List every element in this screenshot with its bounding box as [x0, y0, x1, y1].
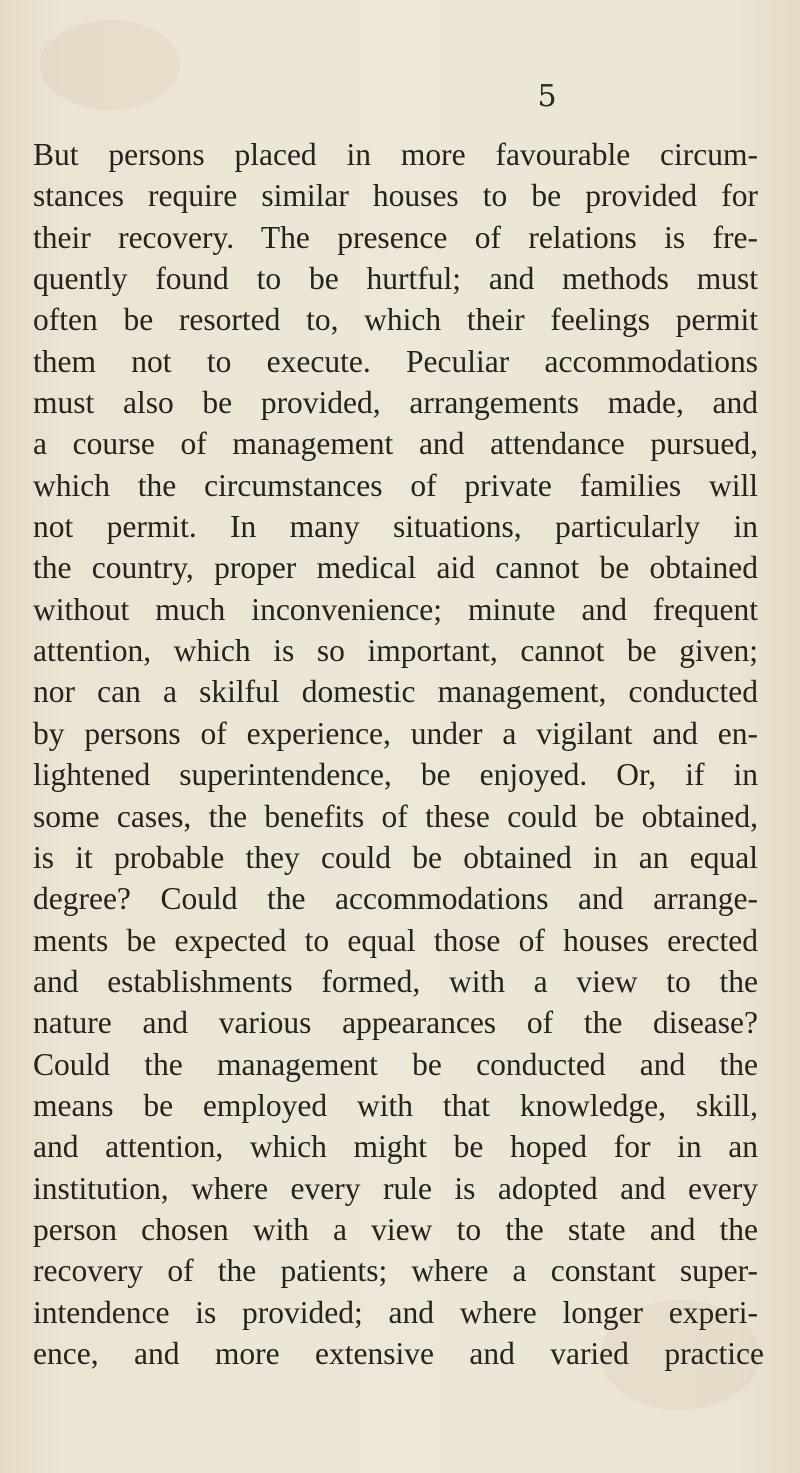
text-line: Could the management be conducted and the	[33, 1046, 758, 1082]
text-line: stances require similar houses to be provided for	[33, 178, 758, 214]
text-line: their recovery. The presence of relations is fre-	[33, 219, 758, 255]
text-line: lightened superintendence, be enjoyed. Or, if in	[33, 757, 758, 793]
text-line: and attention, which might be hoped for in an	[33, 1129, 758, 1165]
text-line: not permit. In many situations, particularly in	[33, 509, 758, 545]
paper-stain	[40, 20, 180, 110]
text-line: them not to execute. Peculiar accommodations	[33, 343, 758, 379]
text-line: without much inconvenience; minute and frequent	[33, 591, 758, 627]
text-line: nature and various appearances of the disease?	[33, 1005, 758, 1041]
page-number: 5	[537, 79, 557, 114]
text-line: But persons placed in more favourable circum-	[33, 137, 758, 172]
text-line: and establishments formed, with a view to the	[33, 963, 758, 999]
text-line: the country, proper medical aid cannot be obtained	[33, 550, 758, 586]
text-line: intendence is provided; and where longer experi-	[33, 1294, 758, 1330]
text-line: recovery of the patients; where a constant super-	[33, 1253, 758, 1289]
text-line: ence, and more extensive and varied practice	[33, 1335, 764, 1371]
text-line: institution, where every rule is adopted and every	[33, 1170, 758, 1206]
text-line: a course of management and attendance pursued,	[33, 426, 758, 462]
text-line: often be resorted to, which their feelings permit	[33, 302, 758, 338]
text-line: which the circumstances of private families will	[33, 467, 758, 503]
text-line: is it probable they could be obtained in an equal	[33, 839, 758, 875]
text-line: some cases, the benefits of these could be obtained,	[33, 798, 758, 834]
text-line: means be employed with that knowledge, skill,	[33, 1087, 758, 1123]
text-line: ments be expected to equal those of houses erected	[33, 922, 758, 958]
body-text	[33, 134, 793, 1374]
text-line: attention, which is so important, cannot be given;	[33, 633, 758, 669]
text-line: by persons of experience, under a vigilant and en-	[33, 715, 758, 751]
text-line: degree? Could the accommodations and arrange-	[33, 881, 758, 917]
text-line: quently found to be hurtful; and methods must	[33, 261, 758, 297]
text-line: must also be provided, arrangements made, and	[33, 385, 758, 421]
text-line: nor can a skilful domestic management, conducted	[33, 674, 758, 710]
text-line: person chosen with a view to the state and the	[33, 1211, 758, 1247]
